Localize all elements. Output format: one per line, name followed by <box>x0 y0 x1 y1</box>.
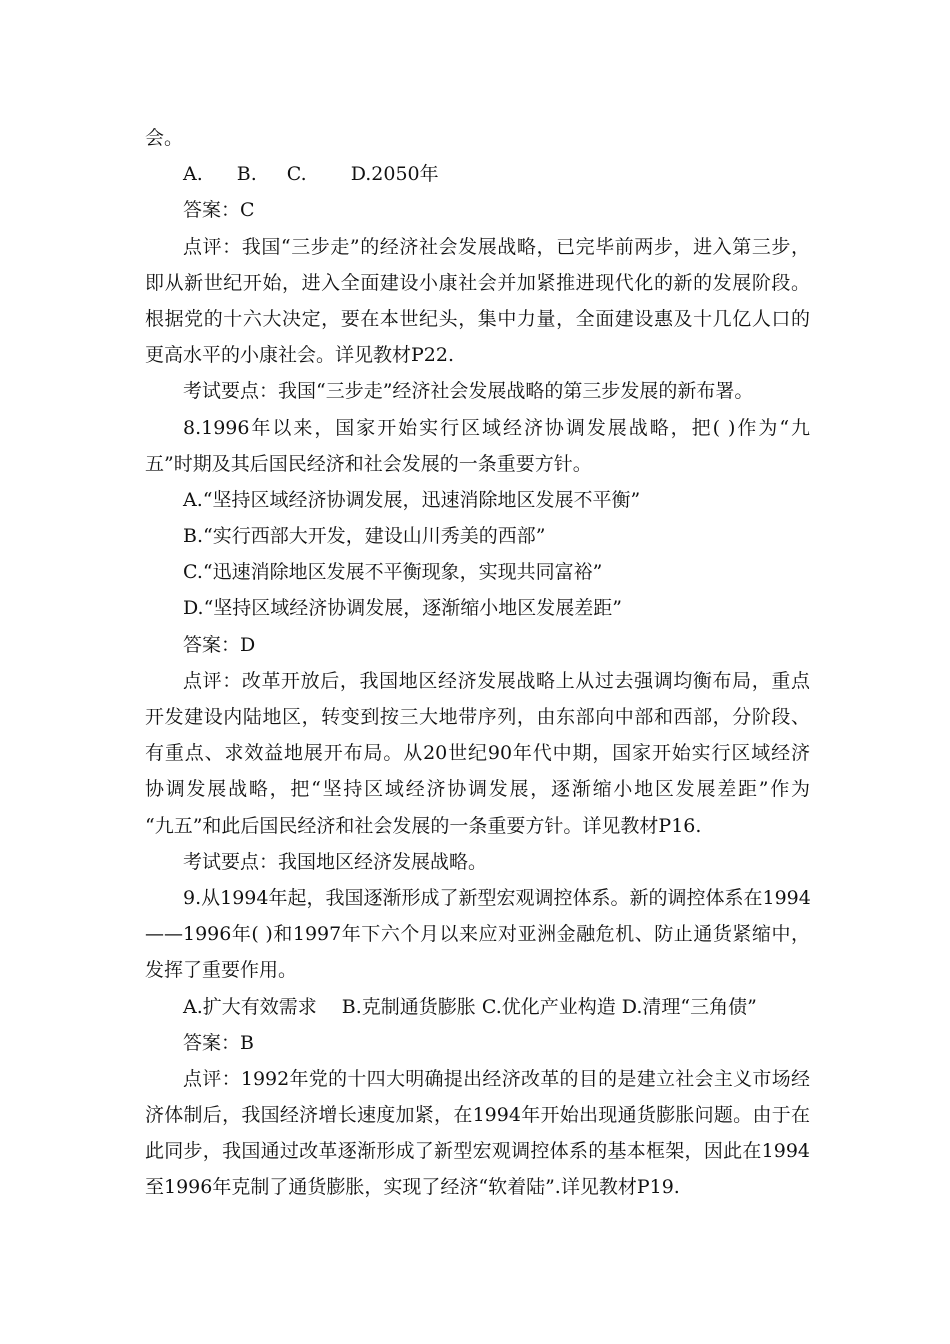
q7-option-c: C. <box>286 163 307 186</box>
q7-options <box>145 156 810 192</box>
q8-comment-line: 开发建设内陆地区，转变到按三大地带序列，由东部向中部和西部，分阶段、 <box>145 706 810 728</box>
q8-key-point: 考试要点：我国地区经济发展战略。 <box>183 850 488 873</box>
q7-answer: 答案：C <box>183 199 255 222</box>
q7-option-d: D.2050年 <box>350 163 439 186</box>
q8-comment-line: 有重点、求效益地展开布局。从20世纪90年代中期，国家开始实行区域经济 <box>145 742 810 765</box>
q8-stem-line: 五”时期及其后国民经济和社会发展的一条重要方针。 <box>145 452 592 475</box>
q8-answer: 答案：D <box>183 633 256 656</box>
q7-option-b: B. <box>236 163 257 186</box>
q7-comment-line: 根据党的十六大决定，要在本世纪头，集中力量，全面建设惠及十几亿人口的 <box>145 307 810 330</box>
q7-comment-line: 更高水平的小康社会。详见教材P22. <box>145 344 455 367</box>
q8-option-a: A.“坚持区域经济协调发展，迅速消除地区发展不平衡” <box>183 488 641 511</box>
q7-comment-line: 即从新世纪开始，进入全面建设小康社会并加紧推进现代化的新的发展阶段。 <box>145 271 810 294</box>
q9-stem-line: 发挥了重要作用。 <box>145 959 298 982</box>
q8-option-b: B.“实行西部大开发，建设山川秀美的西部” <box>183 525 546 548</box>
q9-answer: 答案：B <box>183 1031 254 1054</box>
q8-option-d: D.“坚持区域经济协调发展，逐渐缩小地区发展差距” <box>183 597 623 620</box>
q7-stem-tail: 会。 <box>145 127 184 149</box>
q7-key-point: 考试要点：我国“三步走”经济社会发展战略的第三步发展的新布署。 <box>183 380 754 403</box>
document-body <box>145 120 810 1206</box>
q9-options: A.扩大有效需求 B.克制通货膨胀 C.优化产业构造 D.清理“三角债” <box>183 995 757 1018</box>
q8-stem-line: 8.1996年以来，国家开始实行区域经济协调发展战略，把( )作为“九 <box>183 416 810 439</box>
q9-comment-line: 至1996年克制了通货膨胀，实现了经济“软着陆”.详见教材P19. <box>145 1176 680 1199</box>
q8-comment-line: 点评：改革开放后，我国地区经济发展战略上从过去强调均衡布局，重点 <box>183 669 810 692</box>
q9-comment-line: 济体制后，我国经济增长速度加紧，在1994年开始出现通货膨胀问题。由于在 <box>145 1104 810 1127</box>
q9-comment-line: 点评：1992年党的十四大明确提出经济改革的目的是建立社会主义市场经 <box>183 1067 810 1090</box>
q9-comment-line: 此同步，我国通过改革逐渐形成了新型宏观调控体系的基本框架，因此在1994 <box>145 1140 810 1163</box>
q8-option-c: C.“迅速消除地区发展不平衡现象，实现共同富裕” <box>183 561 603 584</box>
q8-comment-line: 协调发展战略，把“坚持区域经济协调发展，逐渐缩小地区发展差距”作为 <box>145 778 810 801</box>
q7-option-a: A. <box>183 163 203 186</box>
q8-comment-line: “九五”和此后国民经济和社会发展的一条重要方针。详见教材P16. <box>145 814 702 837</box>
q9-stem-line: 9.从1994年起，我国逐渐形成了新型宏观调控体系。新的调控体系在1994 <box>183 886 811 909</box>
q7-comment-line: 点评：我国“三步走”的经济社会发展战略，已完毕前两步，进入第三步， <box>183 235 810 258</box>
q9-stem-line: ——1996年( )和1997年下六个月以来应对亚洲金融危机、防止通货紧缩中， <box>145 923 810 946</box>
